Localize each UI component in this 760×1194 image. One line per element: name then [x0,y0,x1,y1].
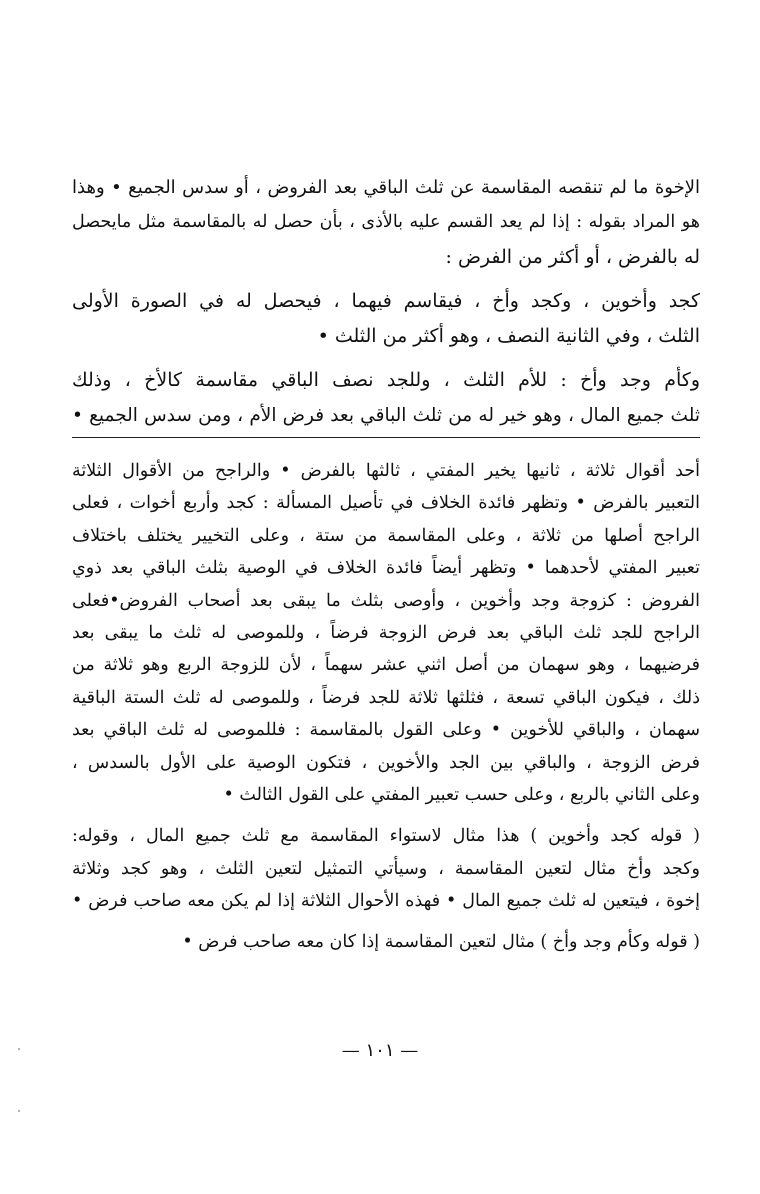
note-line: تعبير المفتي لأحدهما • وتظهر أيضاً فائدة الخلاف في الوصية بثلث الباقي بعد ذوي [72,558,700,579]
main-line: له بالفرض ، أو أكثر من الفرض : [445,246,700,268]
footnote-separator [72,437,700,438]
notes-text [72,455,700,959]
note-line: الراجح أصلها من ثلاثة ، وعلى المقاسمة من ستة ، وعلى التخيير يختلف باختلاف [72,525,700,546]
note-line: التعبير بالفرض • وتظهر فائدة الخلاف في تأصيل المسألة : كجد وأربع أخوات ، فعلى [72,493,700,514]
scan-speck [18,1110,20,1112]
note-line: فرض الزوجة ، والباقي بين الجد والأخوين ، فتكون الوصية على الأول بالسدس ، [72,752,700,773]
note-line: وعلى الثاني بالربع ، وعلى حسب تعبير المفتي على القول الثالث • [223,784,700,805]
main-line: ثلث جميع المال ، وهو خير له من ثلث الباقي بعد فرض الأم ، ومن سدس الجميع • [72,405,700,426]
note-line: ذلك ، فيكون الباقي تسعة ، فثلثها ثلاثة للجد فرضاً ، وللموصى له ثلث الستة الباقية [72,687,700,708]
main-text [72,170,700,433]
main-line: الثلث ، وفي الثانية النصف ، وهو أكثر من الثلث • [317,325,700,347]
main-line: هو المراد بقوله : إذا لم يعد القسم عليه بالأذى ، بأن حصل له بالمقاسمة مثل مايحصل [72,212,700,232]
note-line: فرضيهما ، وهو سهمان من أصل اثني عشر سهماً ، لأن للزوجة الربع وهو ثلاثة من [72,655,700,676]
note-line: ( قوله وكأم وجد وأخ ) مثال لتعين المقاسمة إذا كان معه صاحب فرض • [182,932,700,953]
main-line: وكأم وجد وأخ : للأم الثلث ، وللجد نصف الباقي مقاسمة كالأخ ، وذلك [72,369,700,391]
page-number: — ١٠١ — [341,1040,419,1061]
note-line: أحد أقوال ثلاثة ، ثانيها يخير المفتي ، ثالثها بالفرض • والراجح من الأقوال الثلاثة [72,461,700,481]
note-line: وكجد وأخ مثال لتعين المقاسمة ، وسيأتي التمثيل لتعين الثلث ، وهو كجد وثلاثة [72,858,700,879]
note-line: الراجح للجد ثلث الباقي بعد فرض الزوجة فرضاً ، وللموصى له ثلث ما يبقى بعد [72,622,700,643]
note-line: ( قوله كجد وأخوين ) هذا مثال لاستواء المقاسمة مع ثلث جميع المال ، وقوله: [72,826,700,847]
main-line: كجد وأخوين ، وكجد وأخ ، فيقاسم فيهما ، فيحصل له في الصورة الأولى [72,290,700,312]
main-line: الإخوة ما لم تنقصه المقاسمة عن ثلث الباقي بعد الفروض ، أو سدس الجميع • وهذا [72,177,700,198]
scan-speck [18,1048,20,1050]
note-line: سهمان ، والباقي للأخوين • وعلى القول بالمقاسمة : فللموصى له ثلث الباقي بعد [72,720,700,741]
note-line: إخوة ، فيتعين له ثلث جميع المال • فهذه الأحوال الثلاثة إذا لم يكن معه صاحب فرض • [72,891,700,912]
note-line: الفروض : كزوجة وجد وأخوين ، وأوصى بثلث ما يبقى بعد أصحاب الفروض•فعلى [72,590,700,611]
